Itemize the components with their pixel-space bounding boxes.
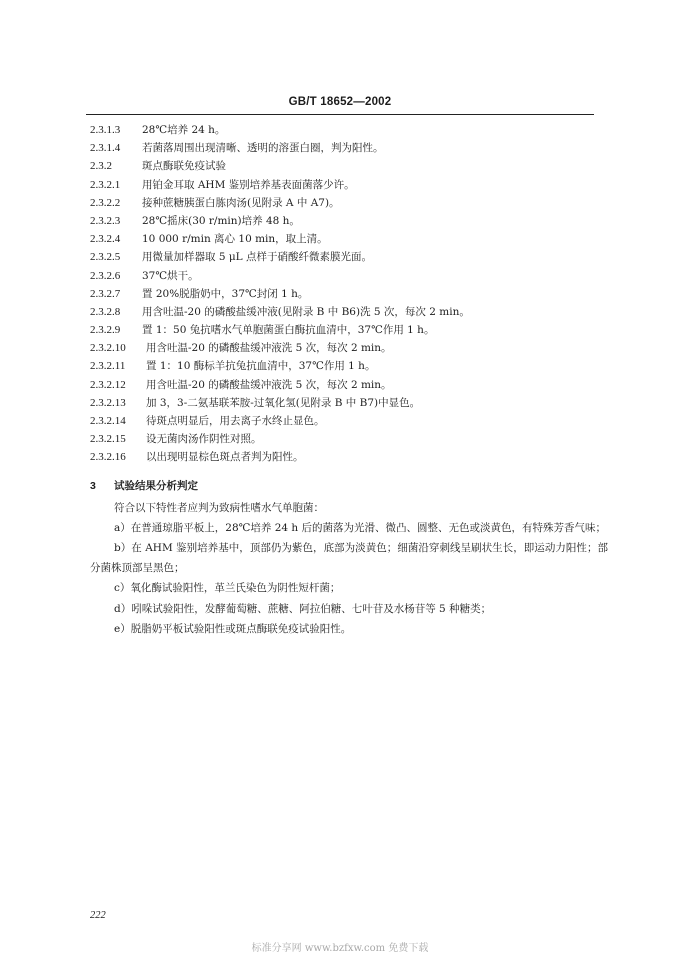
list-item: d）吲哚试验阳性，发酵葡萄糖、蔗糖、阿拉伯糖、七叶苷及水杨苷等 5 种糖类；: [114, 602, 492, 615]
step-number: 2.3.1.3: [90, 124, 121, 136]
list-item: [90, 231, 600, 249]
step-number: 2.3.2.14: [90, 415, 126, 427]
criteria-list: [90, 519, 608, 640]
step-number: 2.3.2.15: [90, 433, 126, 446]
list-item: [90, 413, 600, 431]
list-item: [90, 322, 600, 340]
step-number: 2.3.2.6: [90, 269, 121, 282]
page-number: 222: [90, 910, 106, 921]
watermark: 标准分享网 www.bzfxw.com 免费下载: [251, 943, 429, 954]
list-item: [90, 268, 600, 286]
step-text: 用含吐温-20 的磷酸盐缓冲液洗 5 次，每次 2 min。: [146, 378, 392, 391]
list-item: [90, 213, 600, 231]
step-number: 2.3.2.1: [90, 178, 121, 191]
step-number: 2.3.2.11: [90, 360, 126, 373]
step-text: 若菌落周围出现清晰、透明的溶蛋白圈，判为阳性。: [142, 142, 384, 155]
list-item: [90, 304, 600, 322]
list-item: c）氧化酶试验阳性，革兰氏染色为阴性短杆菌；: [114, 582, 341, 595]
list-item: [90, 395, 600, 413]
step-number: 2.3.2.12: [90, 378, 126, 391]
list-item: [90, 449, 600, 467]
step-text: 以出现明显棕色斑点者判为阳性。: [146, 451, 304, 464]
step-number: 2.3.2.10: [90, 342, 126, 355]
step-text: 用含吐温-20 的磷酸盐缓冲液洗 5 次，每次 2 min。: [146, 342, 392, 355]
procedure-steps-list: [90, 122, 600, 468]
step-text: 待斑点明显后，用去离子水终止显色。: [146, 415, 325, 427]
step-number: 2.3.2.2: [90, 196, 121, 209]
step-text: 置 1：10 酶标羊抗兔抗血清中，37℃作用 1 h。: [146, 360, 376, 373]
step-text: 用含吐温-20 的磷酸盐缓冲液(见附录 B 中 B6)洗 5 次，每次 2 min。: [142, 305, 470, 318]
list-item: [90, 358, 600, 376]
step-text: 设无菌肉汤作阴性对照。: [146, 433, 262, 446]
step-text: 28℃摇床(30 r/min)培养 48 h。: [142, 214, 300, 227]
header-rule: [86, 114, 594, 115]
step-number: 2.3.2.16: [90, 451, 126, 464]
step-text: 37℃烘干。: [142, 269, 199, 282]
step-text: 接种蔗糖胰蛋白胨肉汤(见附录 A 中 A7)。: [142, 196, 340, 209]
step-number: 2.3.2.7: [90, 287, 121, 300]
step-number: 2.3.2: [90, 160, 112, 173]
step-text: 斑点酶联免疫试验: [142, 160, 226, 173]
list-item: [90, 340, 600, 358]
step-number: 2.3.2.13: [90, 396, 126, 409]
list-item: [90, 158, 600, 176]
list-item: [90, 431, 600, 449]
list-item: [90, 377, 600, 395]
step-number: 2.3.2.4: [90, 233, 121, 246]
standard-code-header: GB/T 18652—2002: [288, 96, 392, 108]
step-number: 2.3.2.8: [90, 305, 121, 318]
step-number: 2.3.2.3: [90, 214, 121, 227]
list-item: [90, 177, 600, 195]
step-text: 置 1：50 兔抗嗜水气单胞菌蛋白酶抗血清中，37℃作用 1 h。: [142, 324, 435, 337]
step-number: 2.3.2.9: [90, 324, 121, 337]
step-number: 2.3.2.5: [90, 251, 121, 264]
step-number: 2.3.1.4: [90, 142, 121, 155]
list-item: b）在 AHM 鉴别培养基中，顶部仍为紫色，底部为淡黄色；细菌沿穿刺线呈刷状生长，即运动力阳性；部分菌株顶部呈黑色；: [90, 542, 608, 574]
list-item: [90, 249, 600, 267]
section-title: 试验结果分析判定: [114, 480, 198, 492]
list-item: [90, 286, 600, 304]
step-text: 10 000 r/min 离心 10 min，取上清。: [142, 233, 328, 246]
list-item: e）脱脂奶平板试验阳性或斑点酶联免疫试验阳性。: [114, 623, 352, 636]
step-text: 28℃培养 24 h。: [142, 124, 226, 136]
step-text: 置 20%脱脂奶中，37℃封闭 1 h。: [142, 287, 309, 300]
section-intro: 符合以下特性者应判为致病性嗜水气单胞菌：: [114, 502, 324, 514]
step-text: 用铂金耳取 AHM 鉴别培养基表面菌落少许。: [142, 178, 355, 191]
list-item: a）在普通琼脂平板上，28℃培养 24 h 后的菌落为光滑、微凸、圆整、无色或淡黄色，有特殊芳香气味；: [114, 522, 607, 534]
step-text: 加 3，3-二氨基联苯胺-过氧化氢(见附录 B 中 B7)中显色。: [146, 396, 421, 409]
section-number: 3: [90, 480, 96, 492]
list-item: [90, 122, 600, 140]
list-item: [90, 195, 600, 213]
section-heading: [90, 478, 198, 493]
list-item: [90, 140, 600, 158]
step-text: 用微量加样器取 5 μL 点样于硝酸纤微素膜光面。: [142, 251, 372, 264]
